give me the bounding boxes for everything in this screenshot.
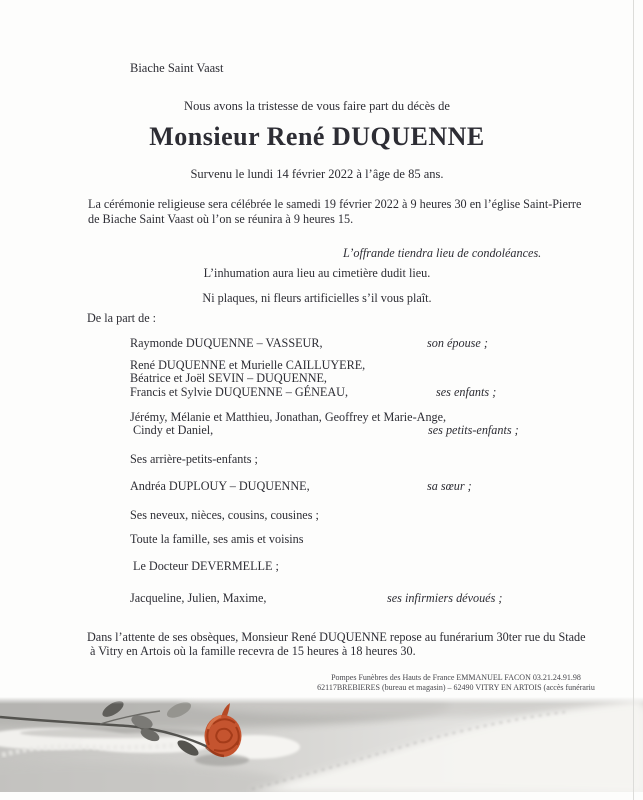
mourner-names: Toute la famille, ses amis et voisins — [130, 532, 304, 546]
funeral-home-block — [256, 673, 643, 693]
ceremony-line-2: de Biache Saint Vaast où l’on se réunira à 9 heures 15. — [88, 212, 354, 226]
repose-line-2: à Vitry en Artois où la famille recevra de 15 heures à 18 heures 30. — [90, 644, 416, 658]
scan-edge-line — [633, 0, 634, 800]
mourner-relation: ses enfants ; — [436, 385, 497, 399]
photo-top-fade — [0, 697, 643, 704]
mourner-names: Ses neveux, nièces, cousins, cousines ; — [130, 508, 319, 522]
intro-line: Nous avons la tristesse de vous faire part du décès de — [184, 99, 450, 113]
mourner-names: Francis et Sylvie DUQUENNE – GÉNEAU, — [130, 385, 348, 399]
mourner-row-children-1 — [130, 358, 633, 372]
burial-line: L’inhumation aura lieu au cimetière dudit lieu. — [203, 266, 431, 280]
mourner-names: Jacqueline, Julien, Maxime, — [130, 591, 267, 605]
offering-line: L’offrande tiendra lieu de condoléances. — [343, 246, 542, 260]
mourner-names: René DUQUENNE et Murielle CAILLUYERE, — [130, 358, 366, 372]
mourner-row-nurses — [130, 591, 633, 605]
mourner-row-doctor — [130, 559, 633, 573]
funeral-home-line-1: Pompes Funèbres des Hauts de France EMMANUEL FACON 03.21.24.91.98 — [331, 673, 581, 682]
mourner-row-cousins — [130, 508, 633, 522]
mourner-names: Jérémy, Mélanie et Matthieu, Jonathan, Geoffrey et Marie-Ange, — [130, 410, 447, 424]
deceased-name-title: Monsieur René DUQUENNE — [149, 122, 485, 151]
mourner-row-sister — [130, 479, 633, 493]
beach-rose-photo — [0, 697, 643, 792]
ceremony-line-1: La cérémonie religieuse sera célébrée le samedi 19 février 2022 à 9 heures 30 en l’église Saint-Pierre — [88, 197, 582, 211]
mourner-row-grandchildren-2 — [130, 423, 633, 437]
mourner-names: Andréa DUPLOUY – DUQUENNE, — [130, 479, 310, 493]
mourner-row-family-friends — [130, 532, 633, 546]
funeral-home-line-2: 62117BREBIERES (bureau et magasin) – 62490 VITRY EN ARTOIS (accès funérariu — [317, 683, 595, 692]
death-date-line: Survenu le lundi 14 février 2022 à l’âge de 85 ans. — [190, 167, 444, 181]
mourner-relation: ses petits-enfants ; — [428, 423, 519, 437]
city-line: Biache Saint Vaast — [130, 61, 224, 75]
mourner-row-grandchildren-1 — [130, 410, 633, 424]
mourner-relation: sa sœur ; — [427, 479, 472, 493]
mourner-relation: ses infirmiers dévoués ; — [387, 591, 503, 605]
mourner-names: Raymonde DUQUENNE – VASSEUR, — [130, 336, 323, 350]
mourner-row-spouse — [130, 336, 633, 350]
mourner-names: Ses arrière-petits-enfants ; — [130, 452, 258, 466]
mourner-row-great-grandchildren — [130, 452, 633, 466]
no-flowers-line: Ni plaques, ni fleurs artificielles s’il vous plaît. — [202, 291, 432, 305]
from-label: De la part de : — [87, 311, 157, 325]
repose-line-1: Dans l’attente de ses obsèques, Monsieur René DUQUENNE repose au funérarium 30ter rue du Stade — [87, 630, 586, 644]
mourner-row-children-2 — [130, 371, 633, 385]
mourner-names: Cindy et Daniel, — [133, 423, 214, 437]
ceremony-paragraph — [88, 197, 581, 227]
mourner-names: Béatrice et Joël SEVIN – DUQUENNE, — [130, 371, 327, 385]
mourner-row-children-3 — [130, 385, 633, 399]
mourner-names: Le Docteur DEVERMELLE ; — [133, 559, 279, 573]
mourner-relation: son épouse ; — [427, 336, 488, 350]
